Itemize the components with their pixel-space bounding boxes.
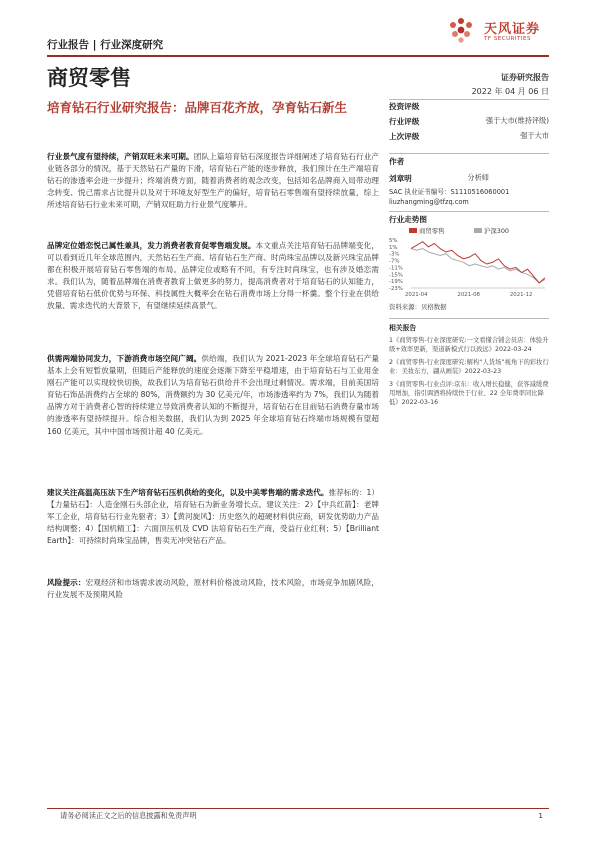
- paragraph-body: 推荐标的：1）【力量钻石】：人造金刚石头部企业，培育钻石为新业务增长点。建议关注：2）【中兵红箭】：老牌军工企业，培育钻石行业先驱者；3）【黄河旋风】：历史悠久的超硬材料供应商，研发优势助力产品结构调整；4）【国机精工】：六面顶压机及 CVD 法培育钻石生产商，受益行业红利；5）【Brilliant Earth】：可持续时尚珠宝品牌，售卖无冲突钻石产品。: [47, 488, 379, 546]
- author-name: 刘章明: [389, 174, 412, 183]
- author-role: 分析师: [467, 173, 489, 182]
- related-section: [389, 322, 549, 407]
- x-tick-label: 2021-12: [509, 292, 533, 298]
- related-report-link[interactable]: 3《商贸零售-行业点评:京东：收入增长稳健，获客减缓费用增加，指引调酒将持续快于行业、22 全年费率同比降低》2022-03-16: [389, 381, 549, 406]
- summary-paragraph: [47, 577, 379, 601]
- logo-subtext: TF SECURITIES: [484, 36, 531, 42]
- y-tick-label: -11%: [389, 265, 403, 272]
- header-divider: [47, 55, 549, 57]
- x-tick-label: 2021-04: [405, 292, 428, 298]
- legend-swatch-hs300: [474, 228, 482, 233]
- prev-rating-label: 上次评级: [389, 132, 420, 141]
- y-tick-label: -7%: [389, 258, 400, 265]
- related-heading: 相关报告: [389, 324, 417, 332]
- legend-retail: 商贸零售: [419, 227, 445, 235]
- report-category: 行业报告 | 行业深度研究: [47, 39, 164, 51]
- page-number: 1: [538, 811, 543, 820]
- paragraph-body: 宏观经济和市场需求波动风险，原材料价格波动风险，技术风险，市场竞争加剧风险，行业发展不及预期风险: [47, 578, 380, 600]
- report-title: 培育钻石行业研究报告：品牌百花齐放，孕育钻石新生: [47, 100, 348, 115]
- divider: [389, 153, 549, 154]
- author-email[interactable]: liuzhangming@tfzq.com: [389, 198, 469, 206]
- industry-rating-label: 行业评级: [389, 117, 420, 126]
- footer-divider: [47, 808, 549, 809]
- report-date: 2022 年 04 月 06 日: [471, 87, 549, 96]
- series-line-hs300: [411, 249, 545, 283]
- trend-chart: [389, 224, 549, 300]
- y-tick-label: 1%: [389, 244, 398, 251]
- paragraph-lead: 供需两端协同发力，下游消费市场空间广阔。: [47, 354, 202, 363]
- related-report-link[interactable]: 1《商贸零售-行业深度研究:一文看懂合铺会员店：体验升级+效率更新，渠道新模式行以致远》2022-03-24: [389, 337, 549, 353]
- y-tick-label: 5%: [389, 238, 398, 244]
- paragraph-body: 供给端，我们认为 2021-2023 年全球培育钻石产量基本上会有短暂放量期，但随后产能释放的速度会逐渐下降至平稳增速，由于培育钻石与工业用金刚石产能可以实现较快切换，故我们认为培育钻石供给并不会出现过剩情况。需求端，目前美国培育钻石饰品消费约占全球的 80%，消费额约为 30 亿美元/年，市场渗透率约为 7%，我们认为随着品牌方对于消费者心智的持续建立导致消费者认知的不断提升，培育钻石在目前钻石消费存量市场的渗透率有望持续提升。综合相关数据，我们认为到 2025 年全球培育钻石终端市场规模有望超 160 亿美元，其中中国市场预计超 40 亿美元。: [47, 354, 379, 436]
- author-heading: 作者: [389, 157, 405, 166]
- legend-hs300: 沪深300: [484, 227, 509, 235]
- divider: [389, 318, 549, 319]
- divider: [389, 211, 549, 212]
- y-tick-label: -19%: [389, 279, 403, 286]
- sector-title: 商贸零售: [47, 66, 131, 90]
- paragraph-lead: 行业景气度有望持续，产销双旺未来可期。: [47, 152, 194, 161]
- summary-paragraph: [47, 240, 379, 313]
- summary-paragraph: [47, 487, 379, 547]
- paragraph-lead: 建议关注高温高压法下生产培育钻石压机供给的变化，以及中美零售端的需求迭代。: [47, 488, 329, 497]
- x-tick-label: 2021-08: [457, 292, 480, 298]
- author-cert: SAC 执业证书编号：S1110516060001: [389, 188, 510, 196]
- legend-swatch-retail: [409, 228, 417, 233]
- logo-text: 天风证券: [484, 22, 541, 37]
- prev-rating-value: 强于大市: [520, 131, 549, 140]
- footer-disclaimer: 请务必阅读正文之后的信息披露和免责声明: [60, 811, 197, 820]
- paragraph-lead: 风险提示：: [47, 578, 86, 587]
- author-section: [389, 156, 549, 206]
- rating-heading: 投资评级: [389, 102, 420, 111]
- paragraph-body: 本文重点关注培育钻石品牌端变化，可以看到近几年全球范围内，天然钻石生产商、培育钻石生产商、时尚珠宝品牌以及新兴珠宝品牌都在积极开展培育钻石零售端的布局。品牌定位或略有不同，有专注时尚珠宝，也有涉及婚恋需求。我们认为，随着品牌端在消费者教育上做更多的努力，提高消费者对于培育钻石的认知能力，凭借培育钻石低价优势与环保、科技属性大概率会在钻石消费市场上分得一杯羹。整个行业在供给放量、需求迭代的大背景下，有望继续延续高景气。: [47, 241, 379, 311]
- tf-logo-icon: [443, 12, 479, 48]
- report-type: 证券研究报告: [501, 73, 549, 82]
- paragraph-lead: 品牌定位婚恋悦己属性兼具，发力消费者教育促零售端发展。: [47, 241, 256, 250]
- series-line-retail: [411, 242, 545, 283]
- chart-source: 资料来源：贝格数据: [389, 303, 447, 311]
- rating-section: [389, 101, 549, 142]
- y-tick-label: -15%: [389, 272, 403, 279]
- y-tick-label: -23%: [389, 286, 403, 292]
- summary-paragraph: [47, 353, 379, 438]
- paragraph-body: 团队上篇培育钻石深度报告详细阐述了培育钻石行业产业链各部分的情况，基于天然钻石产量的下滑，培育钻石产能的逐步释放，我们预计在生产端培育钻石的渗透率会进一步提升；终端消费方面，随着消费者的观念改变，包括知名品牌商入局带动理念转变、悦己需求占比提升以及对于环境友好型生产的偏好，培育钻石零售端有望持续放量，综上所述培育钻石行业未来可期，产销双旺助力行业景气度攀升。: [47, 152, 380, 210]
- industry-rating-value: 强于大市(维持评级): [485, 116, 549, 125]
- summary-paragraph: [47, 151, 379, 211]
- y-tick-label: -3%: [389, 251, 400, 258]
- divider: [389, 99, 549, 100]
- trend-heading: 行业走势图: [389, 215, 427, 224]
- related-report-link[interactable]: 2《商贸零售-行业深度研究:解构“人货场”视角下的彩妆行业：美妆东方，翩从画装》2022-03-23: [389, 359, 549, 375]
